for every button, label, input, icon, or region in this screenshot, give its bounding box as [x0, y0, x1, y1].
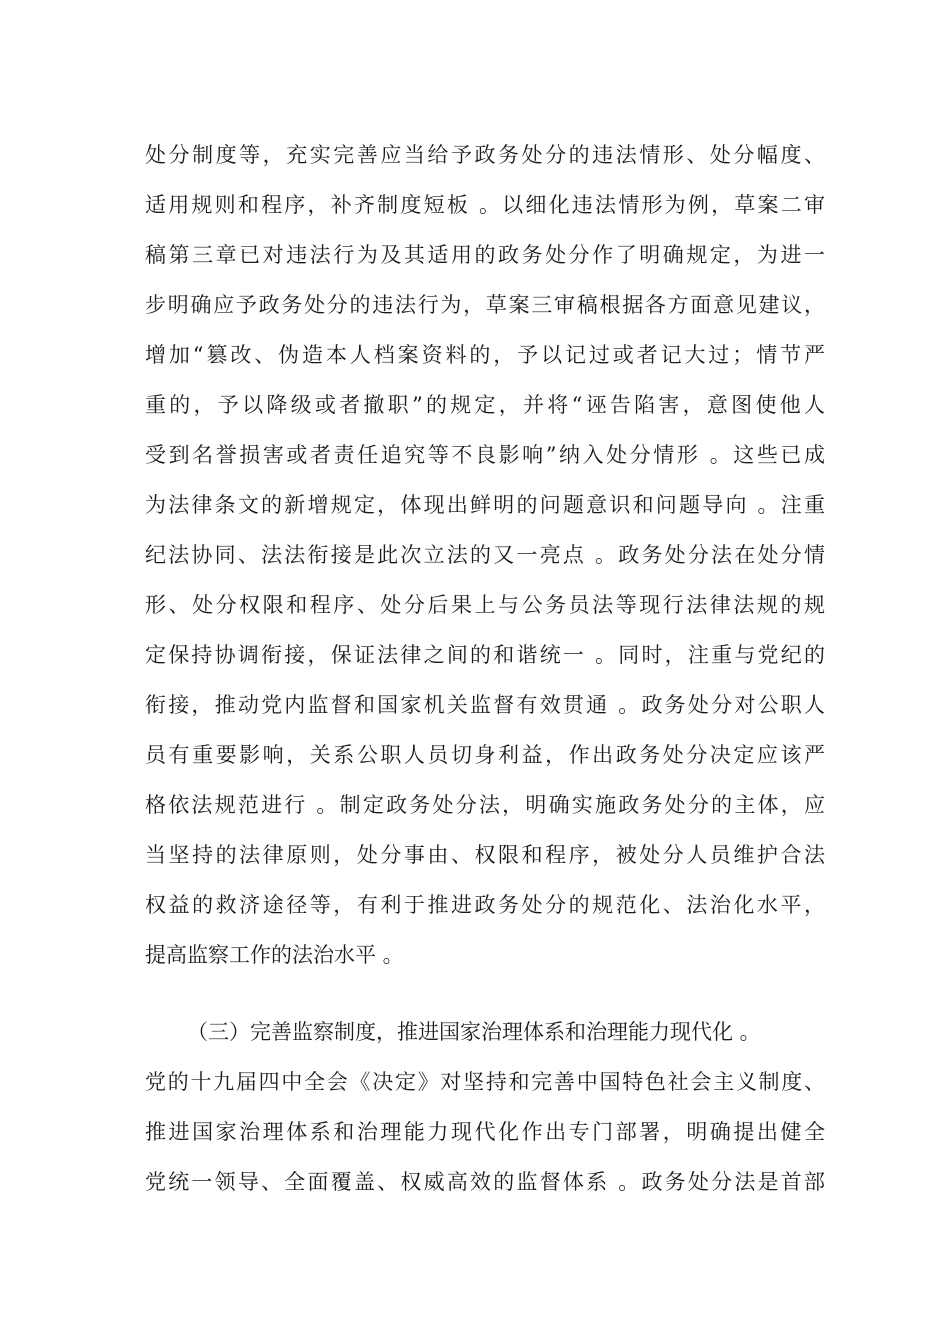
paragraph-1-line-17: 提高监察工作的法治水平 。	[145, 943, 404, 967]
paragraph-1-line-2: 适用规则和程序，补齐制度短板 。以细化违法情形为例，草案二审	[145, 193, 825, 217]
paragraph-1-line-8: 为法律条文的新增规定，体现出鲜明的问题意识和问题导向 。注重	[145, 493, 825, 517]
paragraph-1-line-7: 受到名誉损害或者责任追究等不良影响”纳入处分情形 。这些已成	[145, 443, 825, 467]
paragraph-2-line-2: 党的十九届四中全会《决定》对坚持和完善中国特色社会主义制度、	[145, 1070, 825, 1094]
paragraph-1-line-10: 形、处分权限和程序、处分后果上与公务员法等现行法律法规的规	[145, 593, 825, 617]
paragraph-1-line-12: 衔接，推动党内监督和国家机关监督有效贯通 。政务处分对公职人	[145, 693, 825, 717]
paragraph-1-line-9: 纪法协同、法法衔接是此次立法的又一亮点 。政务处分法在处分情	[145, 543, 825, 567]
paragraph-2-line-4: 党统一领导、全面覆盖、权威高效的监督体系 。政务处分法是首部	[145, 1170, 825, 1194]
paragraph-1-line-11: 定保持协调衔接，保证法律之间的和谐统一 。同时，注重与党纪的	[145, 643, 825, 667]
paragraph-1-line-1: 处分制度等，充实完善应当给予政务处分的违法情形、处分幅度、	[145, 143, 825, 167]
section-3-heading: （三）完善监察制度，推进国家治理体系和治理能力现代化 。	[187, 1020, 761, 1044]
paragraph-1-line-5: 增加“篡改、伪造本人档案资料的，予以记过或者记大过；情节严	[145, 343, 825, 367]
paragraph-1-line-4: 步明确应予政务处分的违法行为，草案三审稿根据各方面意见建议，	[145, 293, 825, 317]
paragraph-2-line-3: 推进国家治理体系和治理能力现代化作出专门部署，明确提出健全	[145, 1120, 825, 1144]
paragraph-1-line-13: 员有重要影响，关系公职人员切身利益，作出政务处分决定应该严	[145, 743, 825, 767]
paragraph-1-line-15: 当坚持的法律原则，处分事由、权限和程序，被处分人员维护合法	[145, 843, 825, 867]
paragraph-1-line-16: 权益的救济途径等，有利于推进政务处分的规范化、法治化水平，	[145, 893, 825, 917]
paragraph-1-line-3: 稿第三章已对违法行为及其适用的政务处分作了明确规定，为进一	[145, 243, 825, 267]
paragraph-1-line-6: 重的，予以降级或者撤职”的规定，并将“诬告陷害，意图使他人	[145, 393, 825, 417]
paragraph-1-line-14: 格依法规范进行 。制定政务处分法，明确实施政务处分的主体，应	[145, 793, 825, 817]
